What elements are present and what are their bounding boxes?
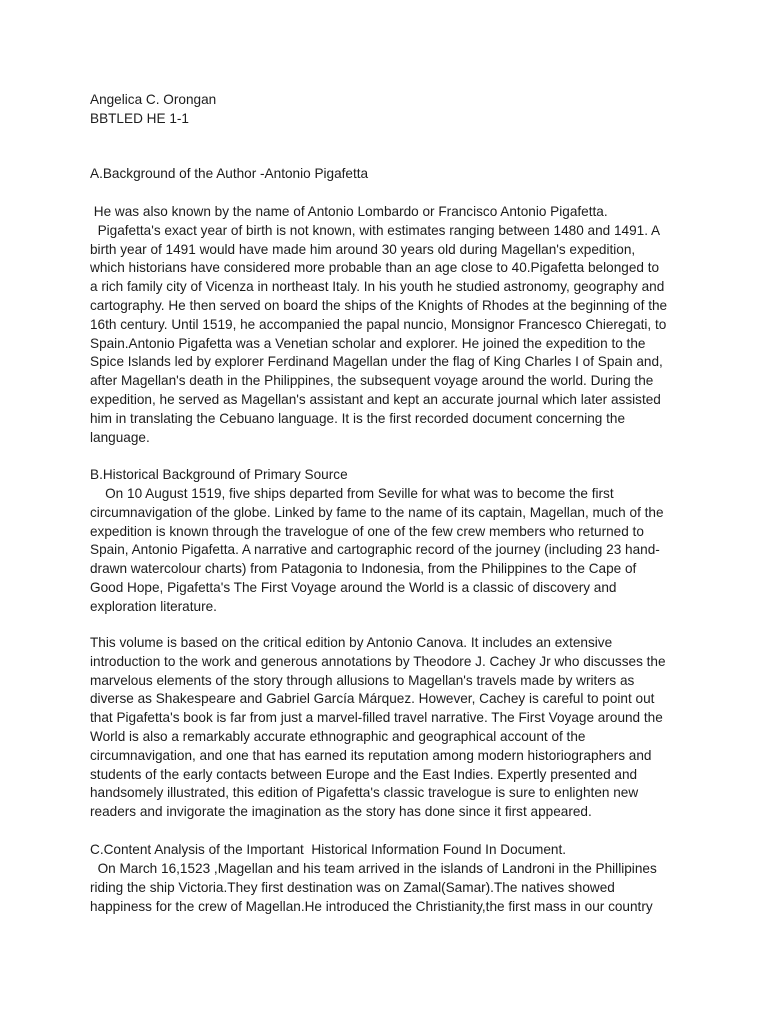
author-name: Angelica C. Orongan [90,92,217,107]
section-b-heading: B.Historical Background of Primary Source [90,467,348,482]
section-b-paragraph-2: This volume is based on the critical edition by Antonio Canova. It includes an extensive introduction to the work and generous annotations by Theodore J. Cachey Jr who discusses the marvelous elements of the story through allusions to Magellan's travels made by writers as diverse as Shakespeare and Gabriel García Márquez. However, Cachey is careful to point out that Pigafetta's book is far from just a marvel-filled travel narrative. The First Voyage around the World is also a remarkably accurate ethnographic and geographical account of the circumnavigation, and one that has earned its reputation among modern historiographers and students of the early contacts between Europe and the East Indies. Expertly presented and handsomely illustrated, this edition of Pigafetta's classic travelogue is sure to enlighten new readers and invigorate the imagination as the story has done since it first appeared. [90,635,666,820]
section-a-paragraph: He was also known by the name of Antonio Lombardo or Francisco Antonio Pigafetta. Pigafetta's exact year of birth is not known, with estimates ranging between 1480 and 1491. A birth year of 1491 would have made him around 30 years old during Magellan's expedition, which historians have considered more probable than an age close to 40.Pigafetta belonged to a rich family city of Vicenza in northeast Italy. In his youth he studied astronomy, geography and cartography. He then served on board the ships of the Knights of Rhodes at the beginning of the 16th century. Until 1519, he accompanied the papal nuncio, Monsignor Francesco Chieregati, to Spain.Antonio Pigafetta was a Venetian scholar and explorer. He joined the expedition to the Spice Islands led by explorer Ferdinand Magellan under the flag of King Charles I of Spain and, after Magellan's death in the Philippines, the subsequent voyage around the world. During the expedition, he served as Magellan's assistant and kept an accurate journal which later assisted him in translating the Cebuano language. It is the first recorded document concerning the language. [90,204,668,445]
course-section: BBTLED HE 1-1 [90,111,189,126]
section-c-heading: C.Content Analysis of the Important Historical Information Found In Document. [90,842,567,857]
section-c-paragraph: On March 16,1523 ,Magellan and his team arrived in the islands of Landroni in the Phillipines riding the ship Victoria.They first destination was on Zamal(Samar).The natives showed happiness for the crew of Magellan.He introduced the Christianity,the first mass in our country [90,861,657,914]
section-b-paragraph-1: On 10 August 1519, five ships departed from Seville for what was to become the first circumnavigation of the globe. Linked by fame to the name of its captain, Magellan, much of the expedition is known through the travelogue of one of the few crew members who returned to Spain, Antonio Pigafetta. A narrative and cartographic record of the journey (including 23 hand- drawn watercolour charts) from Patagonia to Indonesia, from the Philippines to the Cape of Good Hope, Pigafetta's The First Voyage around the World is a classic of discovery and exploration literature. [90,486,664,614]
section-a-heading: A.Background of the Author -Antonio Pigafetta [90,166,369,181]
